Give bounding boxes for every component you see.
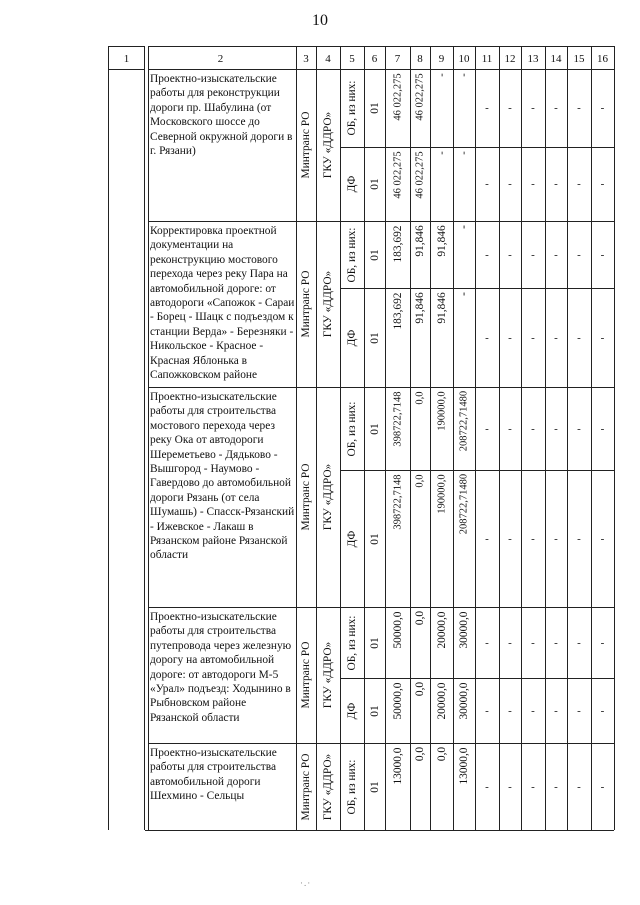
empty-cell-dash: -: [600, 532, 605, 545]
amount-year-2: 190000,0: [436, 390, 447, 431]
empty-cell-dash: -: [531, 532, 535, 545]
empty-cell-dash: -: [554, 532, 558, 545]
empty-cell-dash: -: [600, 636, 605, 649]
empty-cell-dash: -: [600, 248, 605, 261]
column-header-10: 10: [458, 53, 470, 65]
project-description: Проектно-изыскательские работы для строительства автомобильной дороги Шехмино - Сельцы: [150, 747, 277, 803]
funding-source: ОБ, из них:: [346, 759, 358, 814]
empty-cell-dash: -: [485, 422, 489, 435]
table-border-top: [108, 46, 614, 47]
block-separator-line: [145, 221, 614, 222]
amount-total: 398722,7148: [392, 473, 403, 530]
empty-cell-dash: -: [577, 532, 581, 545]
empty-cell-dash: -: [531, 178, 535, 190]
amount-total: 46 022,275: [392, 72, 403, 121]
empty-cell-dash: -: [554, 331, 558, 344]
empty-cell-dash: -: [508, 178, 512, 190]
amount-year-1: 46 022,275: [414, 72, 426, 121]
project-description: Проектно-изыскательские работы для реконструкции дороги пр. Шабулина (от Московского шоссе до Северной окружной дороги в г. Рязани): [150, 73, 293, 158]
column-header-11: 11: [481, 53, 493, 65]
amount-year-1: 0,0: [414, 746, 426, 762]
budget-code: 01: [368, 178, 381, 190]
amount-year-3: -: [458, 73, 470, 77]
column-line: [410, 46, 411, 830]
amount-year-3: 13000,0: [458, 746, 470, 785]
amount-year-1: 91,846: [414, 291, 426, 324]
empty-cell-dash: -: [508, 102, 512, 114]
empty-cell-dash: -: [554, 704, 558, 717]
row-separator-line: [340, 147, 614, 148]
budget-code: 01: [368, 248, 381, 261]
budget-code: 01: [368, 102, 381, 114]
amount-total: 183,692: [391, 291, 404, 330]
empty-cell-dash: -: [577, 102, 581, 114]
executor-agency: ГКУ «ДДРО»: [322, 111, 334, 179]
empty-cell-dash: -: [508, 248, 512, 261]
empty-cell-dash: -: [485, 248, 489, 261]
empty-cell-dash: -: [554, 248, 558, 261]
responsible-authority: Минтранс РО: [300, 753, 312, 820]
amount-year-3: 208722,71480: [458, 473, 470, 535]
amount-year-2: -: [436, 73, 447, 77]
amount-year-2: 0,0: [435, 746, 448, 762]
column-header-6: 6: [371, 53, 378, 65]
column-line: [545, 46, 546, 830]
amount-year-2: 91,846: [435, 224, 448, 257]
empty-cell-dash: -: [531, 704, 535, 717]
amount-year-2: 190000,0: [436, 473, 447, 514]
empty-cell-dash: -: [531, 248, 535, 261]
amount-year-1: 46 022,275: [414, 150, 426, 199]
funding-source: ДФ: [346, 702, 358, 719]
column-header-16: 16: [597, 53, 608, 65]
row-separator-line: [340, 678, 614, 679]
column-line: [430, 46, 431, 830]
empty-cell-dash: -: [577, 178, 581, 190]
project-description: Проектно-изыскательские работы для строительства мостового перехода через реку Ока от автодороги Шереметьево - Дядьково - Вышгород - Наумово - Гавердово до автомобильной дороги Рязань (от села Шумашь) - Спасск-Рязанский - Ижевское - Лакаш в Рязанском районе Рязанской области: [150, 391, 295, 562]
amount-year-2: 20000,0: [435, 610, 448, 649]
column-line: [296, 46, 297, 830]
column-line: [614, 46, 615, 830]
amount-year-3: 30000,0: [458, 610, 470, 649]
funding-source: ОБ, из них:: [346, 227, 358, 282]
column-header-1: 1: [123, 53, 130, 65]
executor-agency: ГКУ «ДДРО»: [322, 463, 334, 531]
column-header-4: 4: [325, 53, 331, 65]
column-line: [453, 46, 454, 830]
column-line: [521, 46, 522, 830]
column-line: [144, 46, 149, 830]
empty-cell-dash: -: [600, 178, 605, 190]
amount-year-1: 0,0: [414, 681, 426, 697]
budget-code: 01: [368, 422, 381, 435]
empty-cell-dash: -: [508, 636, 512, 649]
amount-year-3: -: [458, 225, 470, 229]
empty-cell-dash: -: [554, 422, 558, 435]
column-line: [385, 46, 386, 830]
header-bottom-line: [108, 69, 614, 70]
empty-cell-dash: -: [577, 636, 581, 649]
funding-source: ОБ, из них:: [346, 615, 358, 670]
empty-cell-dash: -: [485, 331, 489, 344]
funding-source: ДФ: [346, 329, 358, 346]
empty-cell-dash: -: [554, 178, 558, 190]
funding-source: ОБ, из них:: [346, 401, 358, 456]
empty-cell-dash: -: [600, 422, 605, 435]
amount-year-3: -: [458, 292, 470, 296]
amount-year-2: 91,846: [435, 291, 448, 324]
amount-total: 398722,7148: [392, 390, 403, 447]
column-line: [475, 46, 476, 830]
funding-source: ОБ, из них:: [346, 80, 358, 136]
empty-cell-dash: -: [577, 780, 581, 793]
empty-cell-dash: -: [485, 102, 489, 114]
empty-cell-dash: -: [508, 331, 512, 344]
executor-agency: ГКУ «ДДРО»: [322, 753, 334, 820]
empty-cell-dash: -: [600, 102, 605, 114]
empty-cell-dash: -: [485, 704, 489, 717]
amount-total: 46 022,275: [392, 150, 403, 199]
empty-cell-dash: -: [508, 532, 512, 545]
page-number: 10: [312, 12, 328, 29]
empty-cell-dash: -: [531, 331, 535, 344]
column-line: [340, 46, 341, 830]
empty-cell-dash: -: [554, 636, 558, 649]
row-separator-line: [340, 470, 614, 471]
amount-year-3: -: [458, 151, 470, 155]
empty-cell-dash: -: [600, 704, 605, 717]
column-header-15: 15: [573, 53, 585, 65]
budget-code: 01: [368, 331, 381, 344]
empty-cell-dash: -: [531, 636, 535, 649]
column-header-13: 13: [527, 53, 539, 65]
column-line: [364, 46, 365, 830]
empty-cell-dash: -: [485, 178, 489, 190]
project-description: Корректировка проектной документации на реконструкцию мостового перехода через реку Пара на автомобильной дороге: от автодороги «Сапожок - Сараи - Борец - Шацк с подъездом к станции Верда» - Березняки - Никольское - Красное - Красная Яблонька в Сапожковском районе: [150, 225, 295, 382]
amount-year-1: 91,846: [414, 224, 426, 257]
responsible-authority: Минтранс РО: [300, 270, 312, 338]
executor-agency: ГКУ «ДДРО»: [322, 641, 334, 709]
column-header-9: 9: [438, 53, 445, 65]
column-line: [591, 46, 592, 830]
column-header-3: 3: [303, 53, 309, 65]
column-line: [499, 46, 500, 830]
amount-total: 183,692: [391, 224, 404, 263]
column-header-8: 8: [417, 53, 423, 65]
column-header-12: 12: [504, 53, 516, 65]
budget-code: 01: [368, 704, 381, 717]
empty-cell-dash: -: [531, 780, 535, 793]
block-separator-line: [145, 743, 614, 744]
column-line: [108, 46, 109, 830]
empty-cell-dash: -: [485, 780, 489, 793]
column-header-5: 5: [349, 53, 355, 65]
empty-cell-dash: -: [600, 780, 605, 793]
amount-year-1: 0,0: [414, 390, 426, 405]
amount-year-2: -: [436, 151, 447, 155]
responsible-authority: Минтранс РО: [300, 641, 312, 709]
row-separator-line: [340, 288, 614, 289]
empty-cell-dash: -: [554, 102, 558, 114]
empty-cell-dash: -: [485, 636, 489, 649]
empty-cell-dash: -: [554, 780, 558, 793]
budget-code: 01: [368, 532, 381, 545]
column-header-7: 7: [394, 53, 401, 65]
empty-cell-dash: -: [531, 102, 535, 114]
empty-cell-dash: -: [577, 331, 581, 344]
empty-cell-dash: -: [531, 422, 535, 435]
amount-total: 13000,0: [391, 746, 404, 785]
amount-year-1: 0,0: [414, 473, 426, 488]
empty-cell-dash: -: [577, 422, 581, 435]
funding-source: ДФ: [346, 175, 358, 193]
amount-total: 50000,0: [391, 681, 404, 720]
amount-year-3: 208722,71480: [458, 390, 470, 452]
block-separator-line: [145, 387, 614, 388]
empty-cell-dash: -: [508, 704, 512, 717]
column-header-14: 14: [550, 53, 562, 65]
empty-cell-dash: -: [485, 532, 489, 545]
block-separator-line: [145, 607, 614, 608]
amount-total: 50000,0: [391, 610, 404, 649]
empty-cell-dash: -: [600, 331, 605, 344]
project-description: Проектно-изыскательские работы для строительства путепровода через железную дорогу на автомобильной дороге: от автодороги М-5 «Урал» подъезд: Ходынино в Рыбновском районе Рязанской области: [150, 611, 292, 724]
budget-code: 01: [368, 636, 381, 649]
funding-source: ДФ: [346, 530, 358, 547]
column-header-2: 2: [217, 53, 224, 65]
executor-agency: ГКУ «ДДРО»: [322, 270, 334, 338]
column-line: [567, 46, 568, 830]
empty-cell-dash: -: [577, 704, 581, 717]
empty-cell-dash: -: [508, 780, 512, 793]
column-line: [316, 46, 317, 830]
empty-cell-dash: -: [577, 248, 581, 261]
responsible-authority: Минтранс РО: [300, 463, 312, 531]
scan-mark: ·.·: [300, 878, 312, 888]
budget-code: 01: [368, 780, 381, 793]
amount-year-2: 20000,0: [435, 681, 448, 720]
block-separator-line: [145, 830, 614, 831]
amount-year-3: 30000,0: [458, 681, 470, 720]
responsible-authority: Минтранс РО: [300, 111, 312, 179]
empty-cell-dash: -: [508, 422, 512, 435]
amount-year-1: 0,0: [414, 610, 426, 626]
